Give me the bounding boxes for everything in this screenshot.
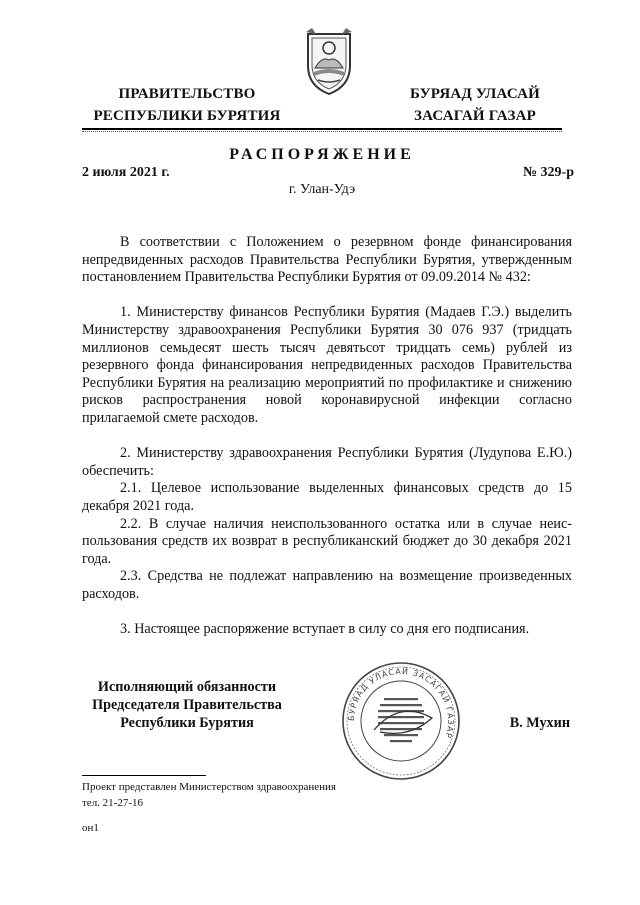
document-title: РАСПОРЯЖЕНИЕ bbox=[229, 146, 415, 163]
header-divider-dotted bbox=[82, 131, 562, 132]
header-left-line2: РЕСПУБЛИКИ БУРЯТИЯ bbox=[93, 108, 281, 124]
clause-1: 1. Министерству финансов Республики Бурятия (Мадаев Г.Э.) выделить Министерству здравоохранения Республики Бурятия 30 076 937 (тридцать миллионов семьдесят шесть тысяч девятьсот тридцать семь) рублей из резервного фонда финансирования непредвиденных расходов Правительства Республики Бурятия на реализацию мероприятий по профилактике и снижению рисков распространения новой коронавирусной инфекции согласно прилагаемой смете расходов. bbox=[82, 304, 572, 426]
stamp-ring-text: БУРЯАД УЛАСАЙ ЗАСАГАЙ ГАЗАР bbox=[346, 666, 456, 740]
clause-2-1: 2.1. Целевое использование выделенных финансовых средств до 15 декабря 2021 года. bbox=[82, 480, 572, 514]
header-divider bbox=[82, 128, 562, 130]
document-body bbox=[82, 234, 572, 639]
document-number: № 329-р bbox=[522, 165, 574, 180]
clause-2-2: 2.2. В случае наличия неиспользованного остатка или в случае неиспользования средств их возврат в республиканский бюджет до 30 декабря 2021 года. bbox=[82, 515, 572, 567]
contact-phone: тел. 21-27-16 bbox=[82, 797, 144, 809]
header-right-line1: БУРЯАД УЛАСАЙ bbox=[409, 86, 541, 102]
position-line2: Председателя Правительства bbox=[92, 697, 282, 713]
signatory-position bbox=[82, 678, 292, 732]
clause-3: 3. Настоящее распоряжение вступает в силу со дня его подписания. bbox=[120, 621, 530, 638]
header-left-line1: ПРАВИТЕЛЬСТВО bbox=[118, 86, 256, 102]
position-line1: Исполняющий обязанности bbox=[97, 679, 277, 695]
position-line3: Республики Бурятия bbox=[120, 715, 254, 731]
signatory-name: В. Мухин bbox=[509, 715, 570, 731]
header-right-line2: ЗАСАГАЙ ГАЗАР bbox=[414, 108, 536, 124]
document-city: г. Улан-Удэ bbox=[288, 182, 356, 197]
clause-2-3: 2.3. Средства не подлежат направлению на возмещение произведенных расходов. bbox=[82, 568, 572, 602]
preamble-paragraph: В соответствии с Положением о резервном фонде финансирования непредвиденных расходов Правительства Республики Бурятия, утвержденным постановлением Правительства Республики Бурятия от 09.09.2014 № 432: bbox=[82, 234, 572, 286]
project-note: Проект представлен Министерством здравоохранения bbox=[82, 781, 336, 793]
coat-of-arms-icon bbox=[302, 26, 356, 96]
official-seal-icon bbox=[340, 660, 462, 782]
government-name-ru bbox=[82, 83, 292, 127]
document-date: 2 июля 2021 г. bbox=[82, 165, 170, 180]
footnote-divider bbox=[82, 775, 206, 776]
government-name-bur bbox=[390, 83, 560, 127]
clause-2: 2. Министерству здравоохранения Республики Бурятия (Лудупова Е.Ю.) обеспечить: bbox=[82, 445, 572, 479]
footnote bbox=[82, 779, 336, 811]
document-code: он1 bbox=[82, 822, 99, 834]
